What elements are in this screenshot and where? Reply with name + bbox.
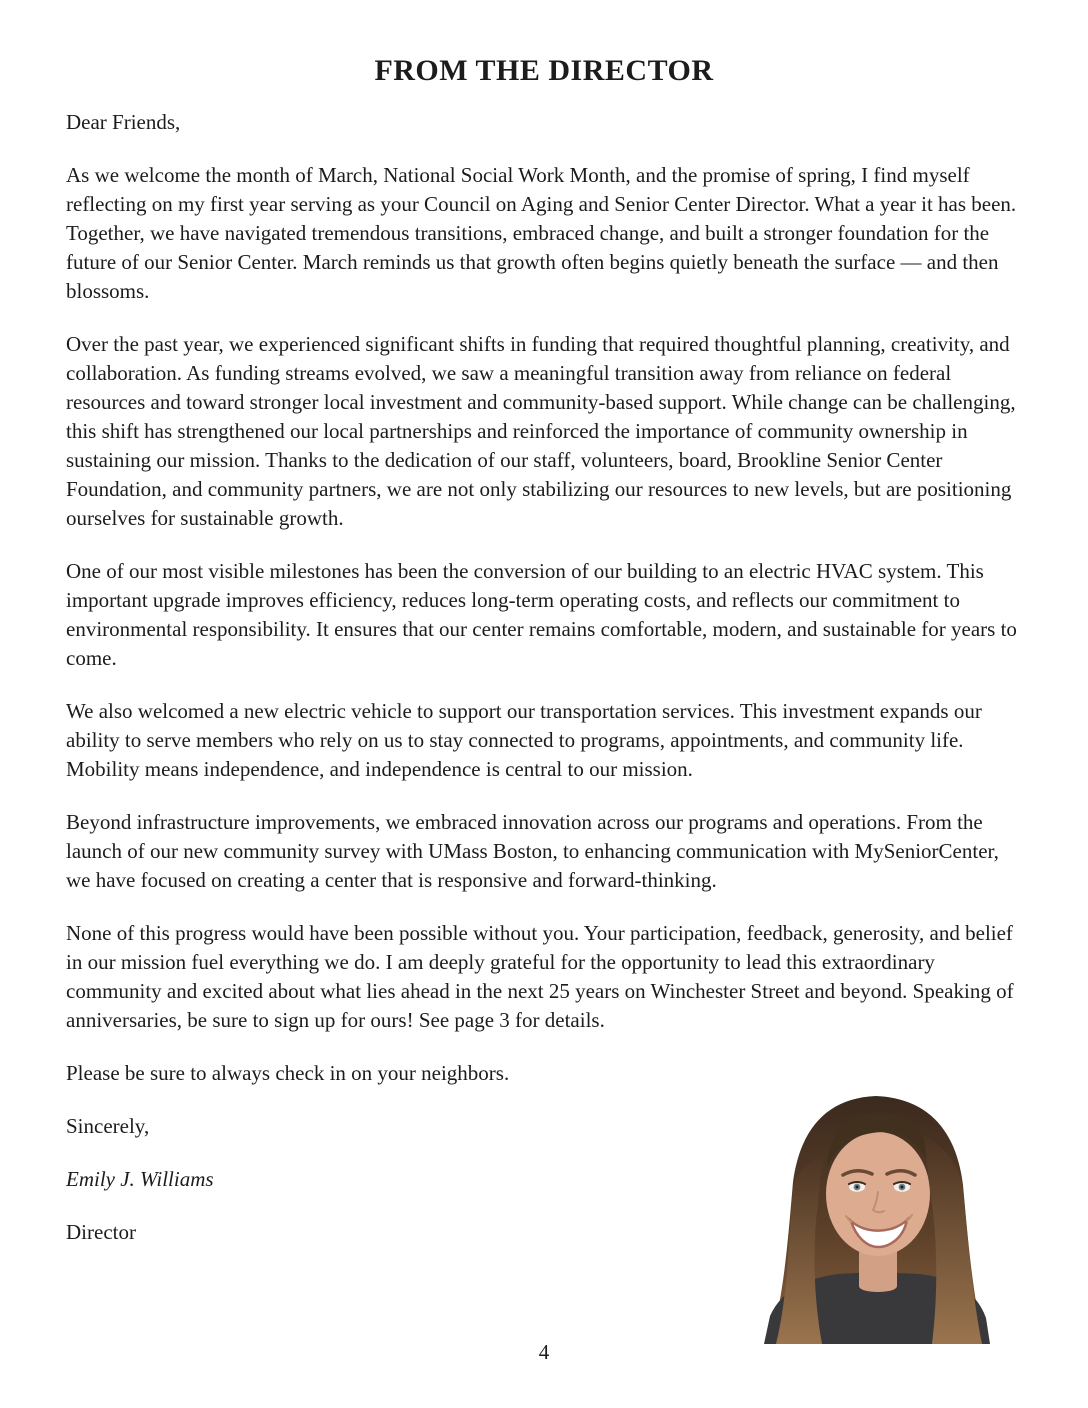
- signature-name: Emily J. Williams: [66, 1167, 214, 1191]
- right-pupil: [901, 1186, 904, 1189]
- letter-paragraph-1: As we welcome the month of March, National Social Work Month, and the promise of spring, I find myself reflecting on my first year serving as your Council on Aging and Senior Center Director. What a year it has been. Together, we have navigated tremendous transitions, embraced change, and built a stronger foundation for the future of our Senior Center. March reminds us that growth often begins quietly beneath the surface — and then blossoms.: [66, 163, 1017, 303]
- letter-paragraph-5: Beyond infrastructure improvements, we embraced innovation across our programs and operations. From the launch of our new community survey with UMass Boston, to enhancing communication with MySeniorCenter, we have focused on creating a center that is responsive and forward-thinking.: [66, 810, 999, 892]
- page-title: FROM THE DIRECTOR: [374, 54, 714, 87]
- letter-paragraph-2: Over the past year, we experienced significant shifts in funding that required thoughtful planning, creativity, and collaboration. As funding streams evolved, we saw a meaningful transition away from reliance on federal resources and toward stronger local investment and community-based support. While change can be challenging, this shift has strengthened our local partnerships and reinforced the importance of community ownership in sustaining our mission. Thanks to the dedication of our staff, volunteers, board, Brookline Senior Center Foundation, and community partners, we are not only stabilizing our resources to new levels, but are positioning ourselves for sustainable growth.: [66, 332, 1016, 530]
- letter-body: [66, 54, 1022, 1271]
- letter-paragraph-4: We also welcomed a new electric vehicle to support our transportation services. This investment expands our ability to serve members who rely on us to stay connected to programs, appointments, and community life. Mobility means independence, and independence is central to our mission.: [66, 699, 982, 781]
- closing-sincerely: Sincerely,: [66, 1114, 150, 1138]
- director-portrait-illustration: [726, 1090, 1026, 1344]
- signature-role: Director: [66, 1220, 136, 1244]
- letter-paragraph-7: Please be sure to always check in on your neighbors.: [66, 1061, 510, 1085]
- director-portrait-photo: [726, 1090, 1026, 1344]
- letter-paragraph-3: One of our most visible milestones has been the conversion of our building to an electric HVAC system. This important upgrade improves efficiency, reduces long-term operating costs, and reflects our commitment to environmental responsibility. It ensures that our center remains comfortable, modern, and sustainable for years to come.: [66, 559, 1017, 670]
- page-number: 4: [538, 1340, 550, 1364]
- left-pupil: [856, 1186, 859, 1189]
- salutation: Dear Friends,: [66, 110, 181, 134]
- letter-paragraph-6: None of this progress would have been possible without you. Your participation, feedback, generosity, and belief in our mission fuel everything we do. I am deeply grateful for the opportunity to lead this extraordinary community and excited about what lies ahead in the next 25 years on Winchester Street and beyond. Speaking of anniversaries, be sure to sign up for ours! See page 3 for details.: [66, 921, 1014, 1032]
